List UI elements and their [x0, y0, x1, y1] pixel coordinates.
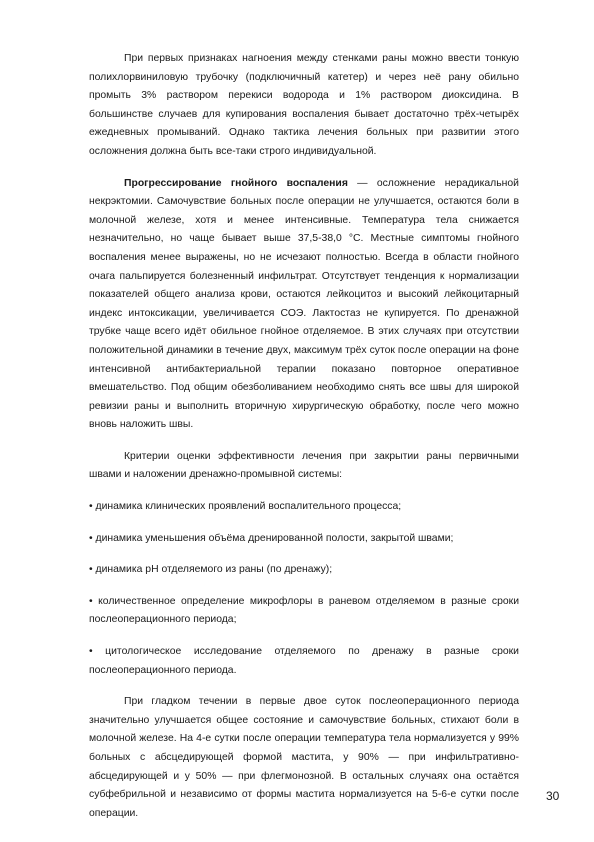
paragraph-drainage-intro: При первых признаках нагноения между стенками раны можно ввести тонкую полихлорвиниловую трубочку (подключичный катетер) и через неё рану обильно промыть 3% раствором перекиси водорода и 1% раствором диоксидина. В большинстве случаев для купирования воспаления бывает достаточно трёх-четырёх ежедневных промываний. Однако тактика лечения больных при развитии этого осложнения должна быть все-таки строго индивидуальной. [89, 53, 519, 157]
term-progression-heading: Прогрессирование гнойного воспаления [124, 177, 348, 189]
criteria-list-item: • динамика pH отделяемого из раны (по дренажу); [89, 564, 333, 576]
paragraph-smooth-course: При гладком течении в первые двое суток послеоперационного периода значительно улучшается общее состояние и самочувствие больных, стихают боли в молочной железе. На 4-е сутки после операции температура тела нормализуется у 99% больных с абсцедирующей формой мастита, у 90% — при инфильтративно-абсцедирующей и у 50% — при флегмонозной. В остальных случаях она остаётся субфебрильной и независимо от формы мастита нормализуется на 5-6-е сутки после операции. [89, 696, 519, 819]
paragraph-progression [89, 175, 519, 435]
criteria-list-item: • динамика уменьшения объёма дренированной полости, закрытой швами; [89, 532, 454, 544]
criteria-list-item: • цитологическое исследование отделяемого по дренажу в разные сроки послеоперационного периода. [89, 646, 519, 676]
page-number: 30 [546, 789, 560, 803]
criteria-list-item: • динамика клинических проявлений воспалительного процесса; [89, 501, 402, 513]
paragraph-criteria-intro: Критерии оценки эффективности лечения при закрытии раны первичными швами и наложении дренажно-промывной системы: [89, 450, 519, 481]
progression-body-text: — осложнение нерадикальной некрэктомии. Самочувствие больных после операции не улучшается, остаются боли в молочной железе, хотя и менее интенсивные. Температура тела снижается незначительно, но чаще бывает выше 37,5-38,0 °С. Местные симптомы гнойного воспаления менее выражены, но не исчезают полностью. Всегда в области гнойного очага пальпируется болезненный инфильтрат. Отсутствует тенденция к нормализации показателей общего анализа крови, остаются лейкоцитоз и высокий лейкоцитарный индекс интоксикации, увеличивается СОЭ. Лактостаз не купируется. По дренажной трубке чаще всего идёт обильное гнойное отделяемое. В этих случаях при отсутствии положительной динамики в течение двух, максимум трёх суток после операции на фоне интенсивной антибактериальной терапии показано повторное оперативное вмешательство. Под общим обезболиванием необходимо снять все швы для широкой ревизии раны и выполнить вторичную хирургическую обработку, после чего можно вновь наложить швы. [89, 177, 519, 431]
document-page [89, 50, 519, 836]
criteria-list-item: • количественное определение микрофлоры в раневом отделяемом в разные сроки послеоперационного периода; [89, 595, 519, 626]
